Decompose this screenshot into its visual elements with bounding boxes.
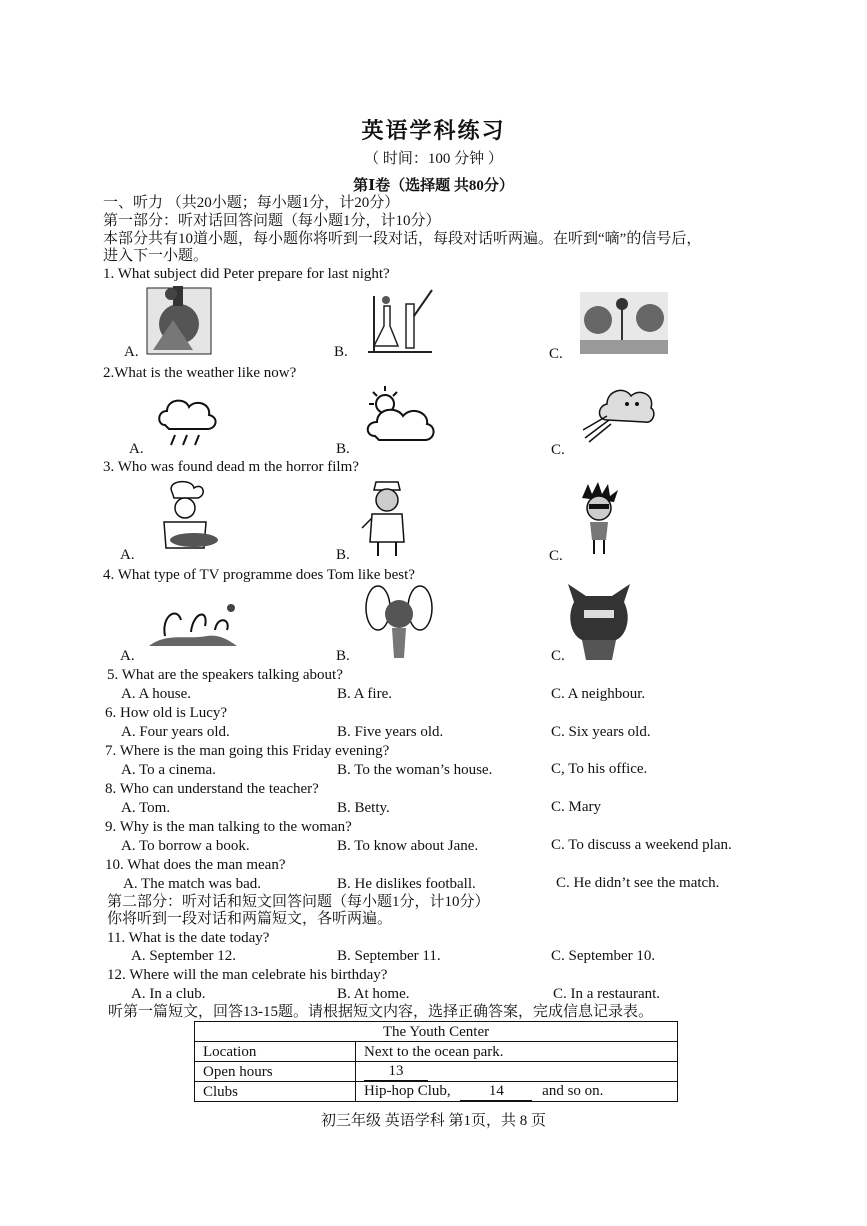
q12-option-a[interactable]: A. In a club. xyxy=(131,986,206,1002)
q4-option-b[interactable]: B. xyxy=(336,648,350,664)
q3-option-c[interactable]: C. xyxy=(549,548,563,564)
part2-heading: 第二部分：听对话和短文回答问题（每小题1分，计10分） xyxy=(107,894,490,910)
q1-option-a[interactable]: A. xyxy=(124,344,139,360)
table-label-clubs: Clubs xyxy=(195,1082,356,1102)
table-row xyxy=(195,1042,678,1062)
table-value-location: Next to the ocean park. xyxy=(356,1042,678,1062)
q2-option-b[interactable]: B. xyxy=(336,441,350,457)
page-footer: 初三年级 英语学科 第1页，共 8 页 xyxy=(320,1113,546,1129)
q3-option-a[interactable]: A. xyxy=(120,547,135,563)
table-row xyxy=(195,1082,678,1102)
monster-icon xyxy=(566,582,632,662)
q9-option-a[interactable]: A. To borrow a book. xyxy=(121,838,250,854)
question-4: 4. What type of TV programme does Tom like best? xyxy=(103,567,415,583)
clubs-suffix: and so on. xyxy=(542,1083,604,1099)
table-row xyxy=(195,1022,678,1042)
q5-option-b[interactable]: B. A fire. xyxy=(337,686,392,702)
sun-cloud-icon xyxy=(363,384,439,446)
q8-option-c[interactable]: C. Mary xyxy=(551,799,601,815)
page-title: 英语学科练习 xyxy=(361,118,506,143)
q12-option-b[interactable]: B. At home. xyxy=(337,986,410,1002)
question-10: 10. What does the man mean? xyxy=(105,857,286,873)
table-title: The Youth Center xyxy=(195,1022,678,1042)
biology-icon xyxy=(578,290,670,356)
q8-option-a[interactable]: A. Tom. xyxy=(121,800,171,816)
q5-option-c[interactable]: C. A neighbour. xyxy=(551,686,646,702)
question-3: 3. Who was found dead m the horror film? xyxy=(103,459,359,475)
part1-intro-line2: 进入下一小题。 xyxy=(103,248,209,264)
chef-icon xyxy=(148,478,220,554)
table-value-clubs xyxy=(356,1082,678,1102)
q7-option-b[interactable]: B. To the woman’s house. xyxy=(337,762,493,778)
music-icon xyxy=(143,280,215,358)
question-12: 12. Where will the man celebrate his birthday? xyxy=(107,967,388,983)
table-label-location: Location xyxy=(195,1042,356,1062)
q4-option-c[interactable]: C. xyxy=(551,648,565,664)
question-2: 2.What is the weather like now? xyxy=(103,365,297,381)
q9-option-c[interactable]: C. To discuss a weekend plan. xyxy=(551,837,732,853)
table-row xyxy=(195,1062,678,1082)
question-11: 11. What is the date today? xyxy=(107,930,270,946)
q6-option-a[interactable]: A. Four years old. xyxy=(121,724,230,740)
part1-intro-line1: 本部分共有10道小题，每小题你将听到一段对话，每段对话听两遍。在听到“嘀”的信号后， xyxy=(103,231,702,247)
q8-option-b[interactable]: B. Betty. xyxy=(337,800,390,816)
question-5: 5. What are the speakers talking about? xyxy=(107,667,343,683)
part2-intro: 你将听到一段对话和两篇短文，各听两遍。 xyxy=(107,911,393,927)
question-8: 8. Who can understand the teacher? xyxy=(105,781,319,797)
wind-cloud-icon xyxy=(583,380,657,446)
q11-option-c[interactable]: C. September 10. xyxy=(551,948,656,964)
passage-intro: 听第一篇短文，回答13-15题。请根据短文内容，选择正确答案，完成信息记录表。 xyxy=(108,1004,653,1020)
question-9: 9. Why is the man talking to the woman? xyxy=(105,819,352,835)
q10-option-a[interactable]: A. The match was bad. xyxy=(123,876,262,892)
q11-option-a[interactable]: A. September 12. xyxy=(131,948,236,964)
q2-option-c[interactable]: C. xyxy=(551,442,565,458)
q2-option-a[interactable]: A. xyxy=(129,441,144,457)
q4-option-a[interactable]: A. xyxy=(120,648,135,664)
cartoon-flower-icon xyxy=(362,582,436,662)
question-1: 1. What subject did Peter prepare for last night? xyxy=(103,266,390,282)
question-7: 7. Where is the man going this Friday evening? xyxy=(105,743,390,759)
punk-boy-icon xyxy=(576,482,622,558)
q7-option-c[interactable]: C, To his office. xyxy=(551,761,648,777)
part1-heading: 第一部分：听对话回答问题（每小题1分，计10分） xyxy=(103,213,441,229)
q11-option-b[interactable]: B. September 11. xyxy=(337,948,441,964)
table-label-open-hours: Open hours xyxy=(195,1062,356,1082)
info-record-table xyxy=(194,1021,678,1102)
q3-option-b[interactable]: B. xyxy=(336,547,350,563)
q10-option-b[interactable]: B. He dislikes football. xyxy=(337,876,476,892)
exam-time: （ 时间：100 分钟 ） xyxy=(364,151,503,167)
q10-option-c[interactable]: C. He didn’t see the match. xyxy=(556,875,720,891)
q1-option-c[interactable]: C. xyxy=(549,346,563,362)
q6-option-b[interactable]: B. Five years old. xyxy=(337,724,444,740)
question-6: 6. How old is Lucy? xyxy=(105,705,228,721)
q7-option-a[interactable]: A. To a cinema. xyxy=(121,762,216,778)
q1-option-b[interactable]: B. xyxy=(334,344,348,360)
table-value-open-hours xyxy=(356,1062,678,1082)
nurse-icon xyxy=(360,478,414,560)
answer-blank-13[interactable]: 13 xyxy=(364,1062,428,1081)
answer-blank-14[interactable]: 14 xyxy=(460,1082,532,1101)
nature-show-icon xyxy=(147,596,239,652)
volume-heading: 第Ⅰ卷（选择题 共80分） xyxy=(353,178,514,194)
section-heading-listening: 一、听力 （共20小题；每小题1分，计20分） xyxy=(103,195,400,211)
q12-option-c[interactable]: C. In a restaurant. xyxy=(553,986,661,1002)
rain-cloud-icon xyxy=(155,393,221,453)
q5-option-a[interactable]: A. A house. xyxy=(121,686,192,702)
q6-option-c[interactable]: C. Six years old. xyxy=(551,724,651,740)
q9-option-b[interactable]: B. To know about Jane. xyxy=(337,838,479,854)
chemistry-lab-icon xyxy=(362,286,438,356)
clubs-prefix: Hip-hop Club, xyxy=(364,1083,451,1099)
